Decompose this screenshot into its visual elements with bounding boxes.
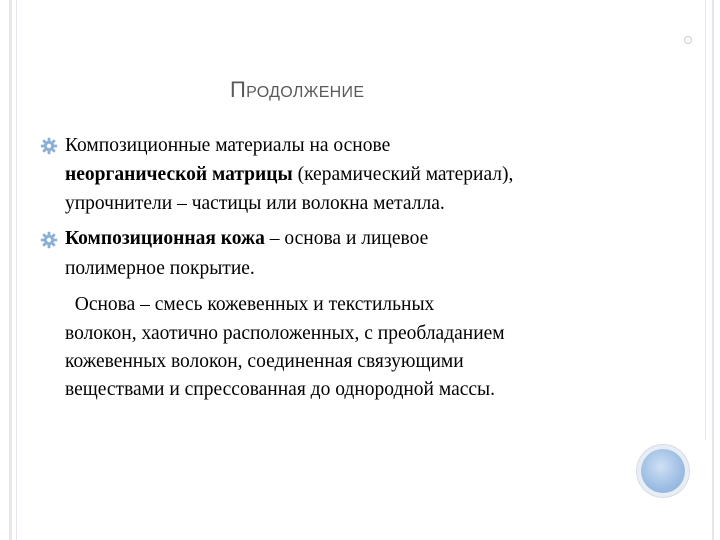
paragraph-line-2: волокон, хаотично расположенных, с преобладанием <box>65 323 505 344</box>
text-run: Композиционные материалы на основе <box>65 135 391 156</box>
bold-text-run: Композиционная кожа <box>65 228 265 249</box>
right-frame-line-inner <box>705 0 706 440</box>
bold-text-run: неорганической матрицы <box>65 164 293 185</box>
bullet-1-line-1 <box>65 134 390 158</box>
left-frame-line-inner <box>16 0 17 540</box>
text-run: (керамический материал), <box>292 164 514 185</box>
title-rest: РОДОЛЖЕНИЕ <box>246 84 365 101</box>
decorative-circle-icon <box>641 449 685 493</box>
text-run: полимерное покрытие. <box>65 258 255 279</box>
title-first-letter: П <box>230 77 247 102</box>
bullet-2-line-2 <box>65 257 255 281</box>
text-run: упрочнители – частицы или волокна металла. <box>65 193 445 214</box>
left-frame-line <box>9 0 12 540</box>
corner-ring-icon <box>684 36 692 44</box>
paragraph-line-3: кожевенных волокон, соединенная связующими <box>65 351 464 372</box>
slide-title <box>230 77 364 103</box>
bullet-1-line-3 <box>65 192 445 216</box>
text-run: – основа и лицевое <box>264 228 429 249</box>
paragraph-line-1: Основа – смесь кожевенных и текстильных <box>65 294 435 315</box>
bullet-1-line-2 <box>65 163 513 187</box>
right-frame-line <box>712 0 714 540</box>
gear-icon <box>40 137 58 155</box>
gear-icon <box>40 231 58 249</box>
bullet-2-line-1 <box>65 227 428 251</box>
paragraph-line-4: веществами и спрессованная до однородной массы. <box>65 379 496 400</box>
